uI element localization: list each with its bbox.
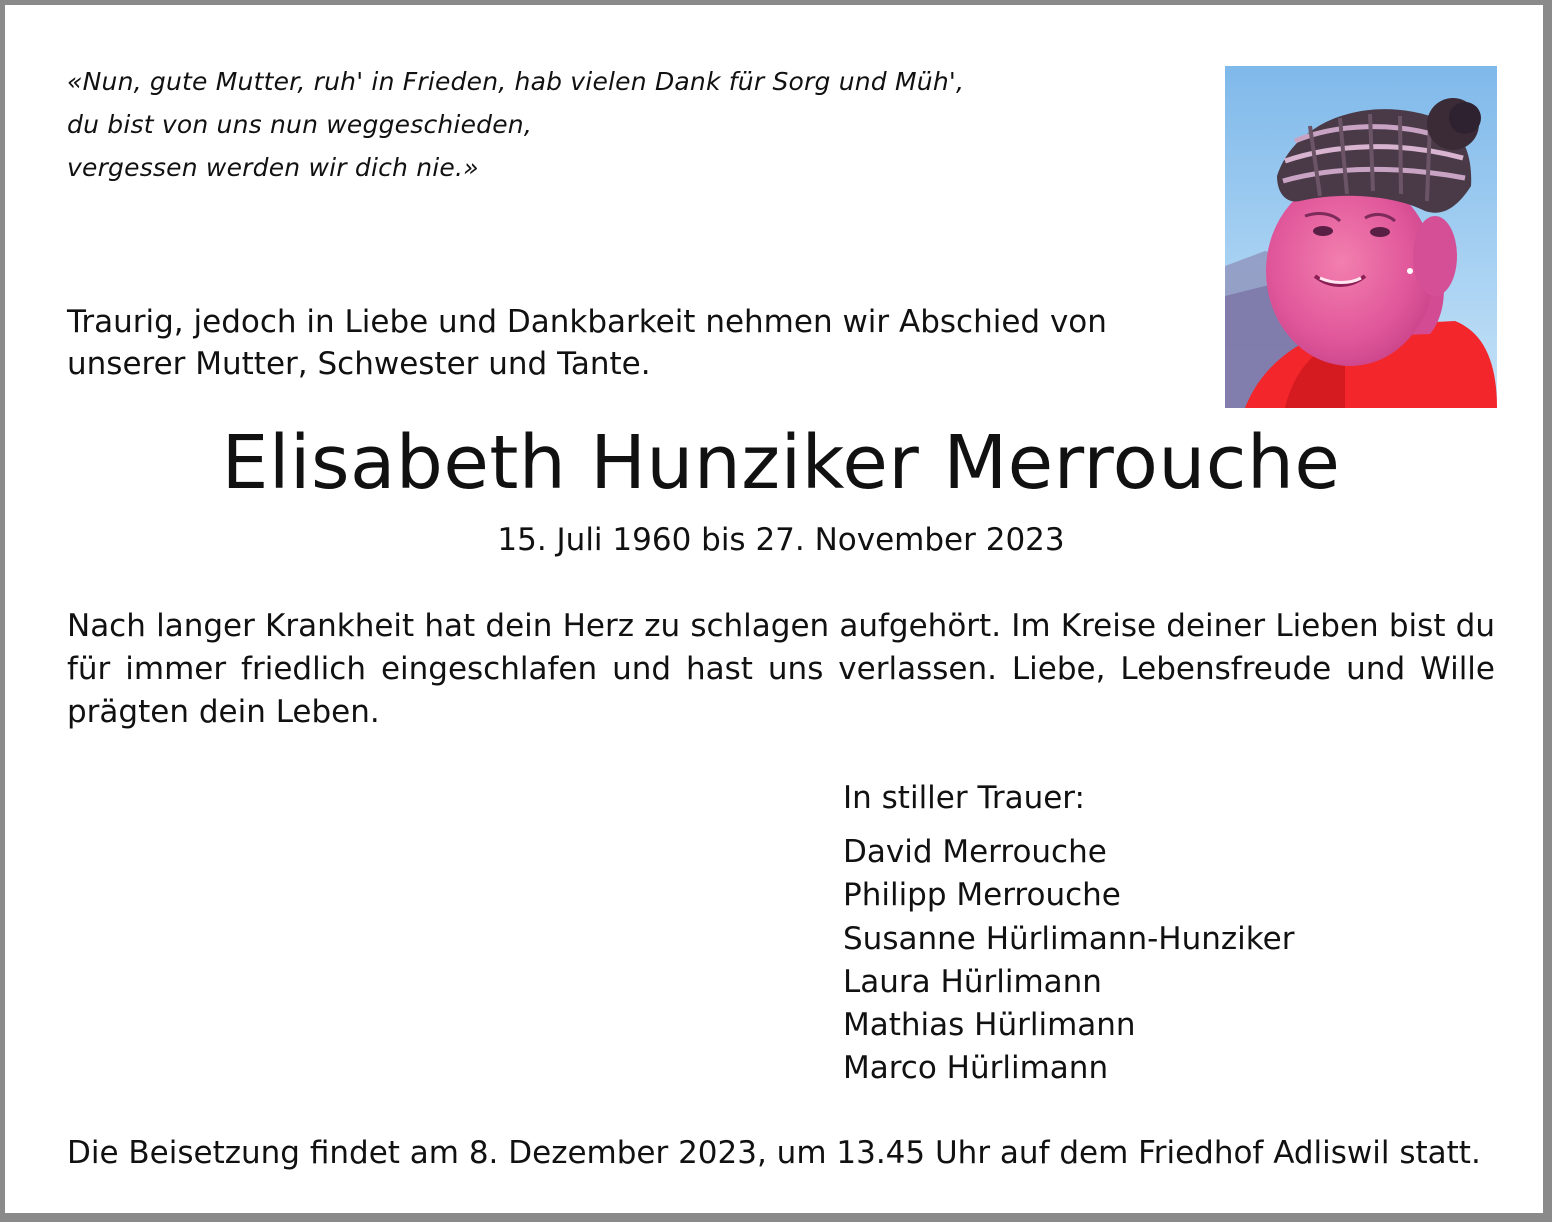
mourners-list: [843, 831, 1503, 1091]
farewell-paragraph: Nach langer Krankheit hat dein Herz zu schlagen aufgehört. Im Kreise deiner Lieben bist du für immer friedlich eingeschlafen und hast uns verlassen. Liebe, Lebensfreude und Wille prägten dein Leben.: [67, 608, 1495, 730]
mourner-name: Philipp Merrouche: [843, 877, 1121, 914]
funeral-notice: Die Beisetzung findet am 8. Dezember 2023, um 13.45 Uhr auf dem Friedhof Adliswil statt.: [67, 1135, 1481, 1171]
intro-text: [67, 301, 1167, 385]
intro-line-1: Traurig, jedoch in Liebe und Dankbarkeit nehmen wir Abschied von: [67, 304, 1107, 340]
memorial-quote: [67, 60, 1067, 189]
mourner-name: Laura Hürlimann: [843, 963, 1102, 1000]
quote-line-1: «Nun, gute Mutter, ruh' in Frieden, hab vielen Dank für Sorg und Müh',: [67, 67, 965, 96]
deceased-name: Elisabeth Hunziker Merrouche: [221, 420, 1341, 506]
quote-line-3: vergessen werden wir dich nie.»: [67, 153, 479, 182]
mourner-name: Susanne Hürlimann-Hunziker: [843, 920, 1295, 957]
mourners-section: [843, 777, 1503, 1091]
mourner-name: David Merrouche: [843, 834, 1107, 870]
mourning-label: In stiller Trauer:: [843, 780, 1085, 816]
life-dates: 15. Juli 1960 bis 27. November 2023: [497, 522, 1065, 558]
mourner-name: Marco Hürlimann: [843, 1050, 1109, 1087]
mourner-name: Mathias Hürlimann: [843, 1007, 1136, 1044]
quote-line-2: du bist von uns nun weggeschieden,: [67, 110, 533, 139]
portrait-photo: [1225, 66, 1497, 408]
intro-line-2: unserer Mutter, Schwester und Tante.: [67, 346, 651, 382]
